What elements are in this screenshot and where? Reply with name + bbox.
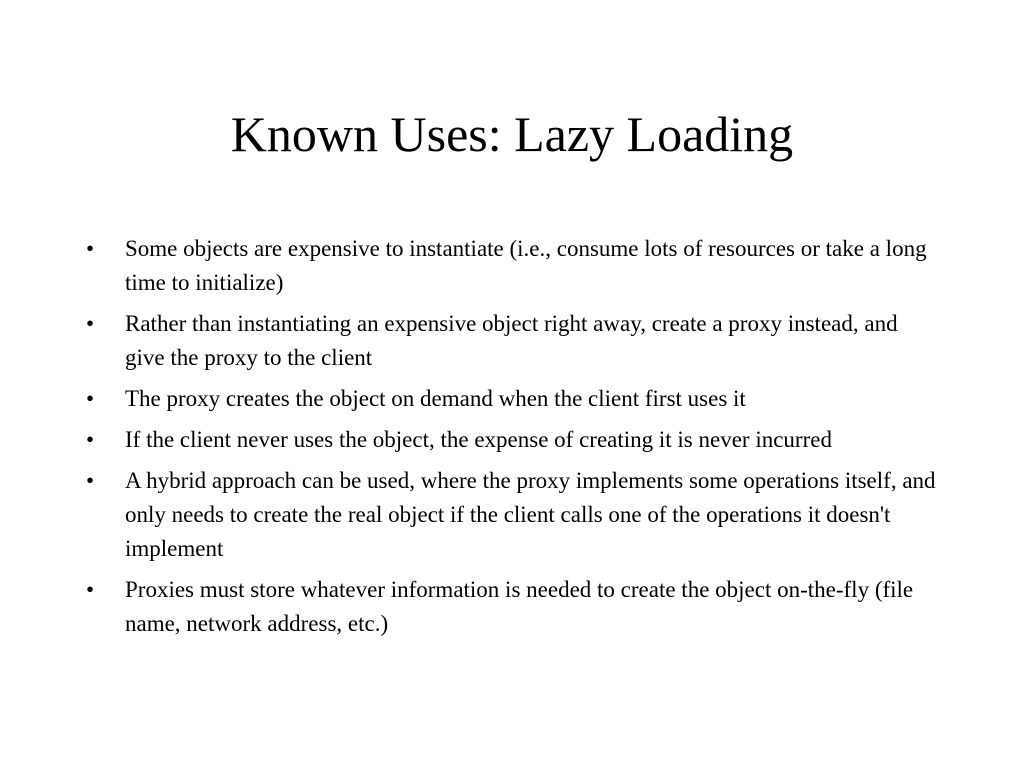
bullet-text: Rather than instantiating an expensive object right away, create a proxy instead, and give the proxy to the client bbox=[125, 311, 898, 370]
bullet-item bbox=[86, 232, 936, 300]
bullet-item bbox=[86, 423, 936, 457]
bullet-icon: • bbox=[86, 386, 95, 411]
bullet-text: Some objects are expensive to instantiate (i.e., consume lots of resources or take a long time to initialize) bbox=[125, 236, 927, 295]
bullet-item bbox=[86, 573, 936, 641]
bullet-text: The proxy creates the object on demand when the client first uses it bbox=[125, 386, 746, 411]
bullet-text: A hybrid approach can be used, where the proxy implements some operations itself, and only needs to create the real object if the client calls one of the operations it doesn't implement bbox=[125, 468, 936, 561]
bullet-icon: • bbox=[86, 236, 95, 261]
slide-title: Known Uses: Lazy Loading bbox=[230, 106, 794, 162]
bullet-text: Proxies must store whatever information is needed to create the object on-the-fly (file name, network address, etc.) bbox=[125, 577, 914, 636]
bullet-icon: • bbox=[86, 577, 95, 602]
bullet-icon: • bbox=[86, 311, 95, 336]
bullet-item bbox=[86, 464, 936, 566]
bullet-icon: • bbox=[86, 427, 95, 452]
bullet-list bbox=[86, 232, 936, 648]
bullet-icon: • bbox=[86, 468, 95, 493]
bullet-text: If the client never uses the object, the expense of creating it is never incurred bbox=[125, 427, 832, 452]
bullet-item bbox=[86, 382, 936, 416]
bullet-item bbox=[86, 307, 936, 375]
